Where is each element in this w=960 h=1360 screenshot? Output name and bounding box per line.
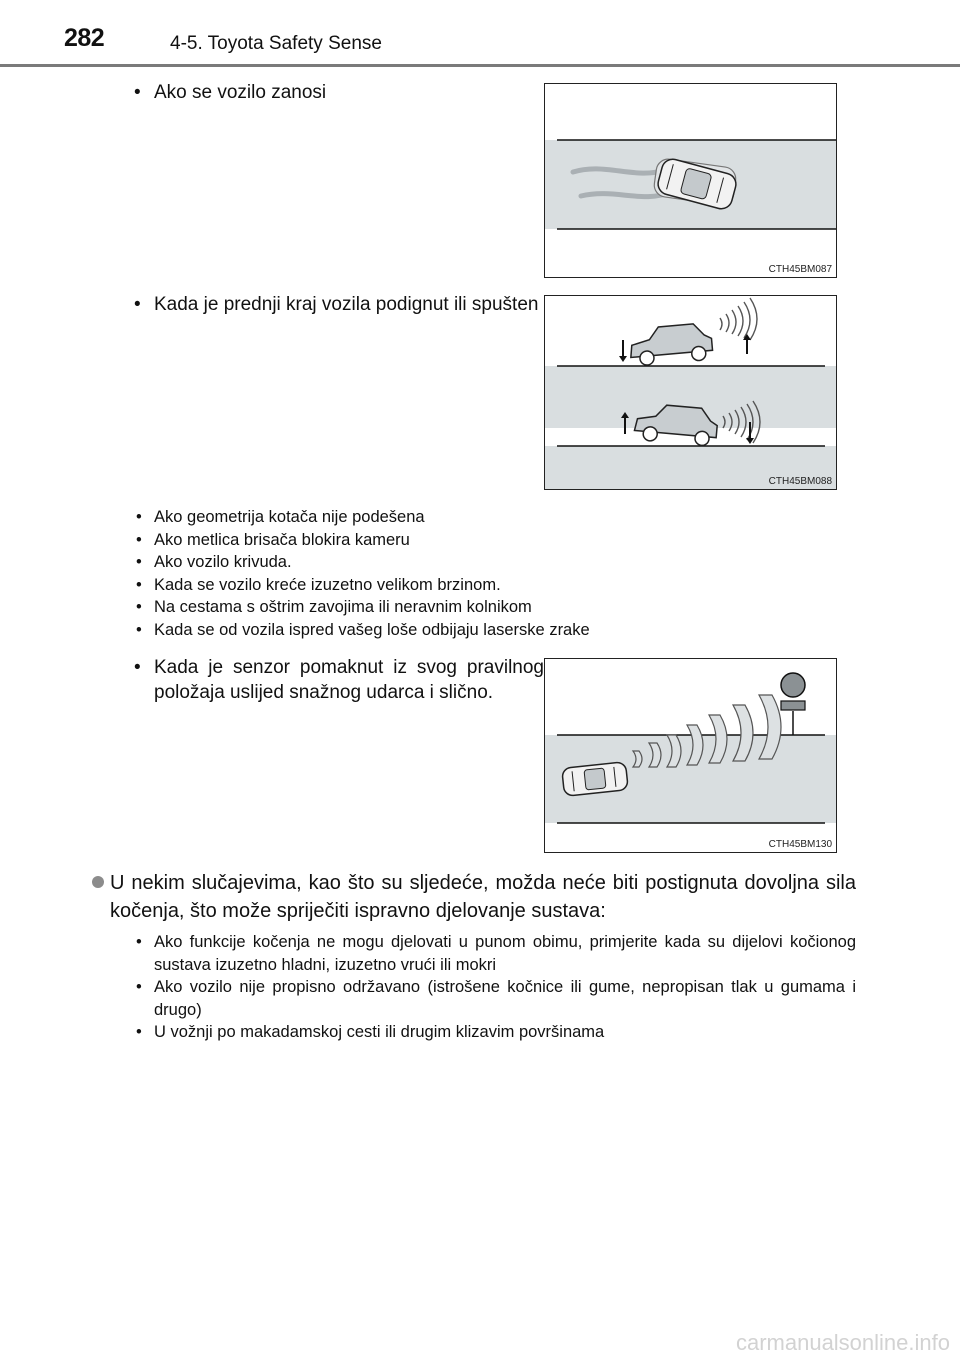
figure-front-raised [544, 295, 837, 490]
figure-skidding [544, 83, 837, 278]
header-divider [0, 64, 960, 67]
list-item: • Ako vozilo nije propisno održavano (istrošene kočnice ili gume, nepropisan tlak u gumama i drugo) [130, 976, 856, 1021]
misaligned-sensor-illustration [545, 659, 836, 852]
bullet-front-raised: • Kada je prednji kraj vozila podignut ili spušten [130, 292, 544, 317]
watermark: carmanualsonline.info [735, 1330, 950, 1355]
list-item: • Ako vozilo krivuda. [130, 551, 850, 574]
conditions-list [130, 506, 850, 641]
page-number: 282 [64, 24, 105, 52]
figure-code: CTH45BM088 [768, 476, 832, 487]
bullet-dot-icon [92, 876, 104, 888]
list-item: • Kada se od vozila ispred vašeg loše odbijaju laserske zrake [130, 619, 850, 642]
skidding-car-illustration [545, 84, 836, 277]
pitching-cars-illustration [545, 296, 836, 489]
bullet-sensor-misaligned: • Kada je senzor pomaknut iz svog pravilnog položaja uslijed snažnog udarca i slično. [130, 655, 544, 705]
list-item: • Na cestama s oštrim zavojima ili neravnim kolnikom [130, 596, 850, 619]
figure-code: CTH45BM130 [768, 839, 832, 850]
list-item: • U vožnji po makadamskoj cesti ili drugim klizavim površinama [130, 1021, 856, 1044]
list-item: • Ako funkcije kočenja ne mogu djelovati u punom obimu, primjerite kada su dijelovi kočionog sustava izuzetno hladni, izuzetno vrući ili mokri [130, 931, 856, 976]
list-item: • Ako metlica brisača blokira kameru [130, 529, 850, 552]
section-title: 4-5. Toyota Safety Sense [170, 33, 382, 54]
braking-conditions-list [130, 931, 856, 1044]
bullet-skidding: • Ako se vozilo zanosi [130, 80, 544, 105]
list-item: • Kada se vozilo kreće izuzetno velikom brzinom. [130, 574, 850, 597]
figure-code: CTH45BM087 [768, 264, 832, 275]
main-paragraph [110, 869, 856, 925]
figure-sensor-misaligned [544, 658, 837, 853]
main-paragraph-text: U nekim slučajevima, kao što su sljedeće, možda neće biti postignuta dovoljna sila kočenja, što može spriječiti ispravno djelovanje sustava: [110, 872, 856, 922]
list-item: • Ako geometrija kotača nije podešena [130, 506, 850, 529]
